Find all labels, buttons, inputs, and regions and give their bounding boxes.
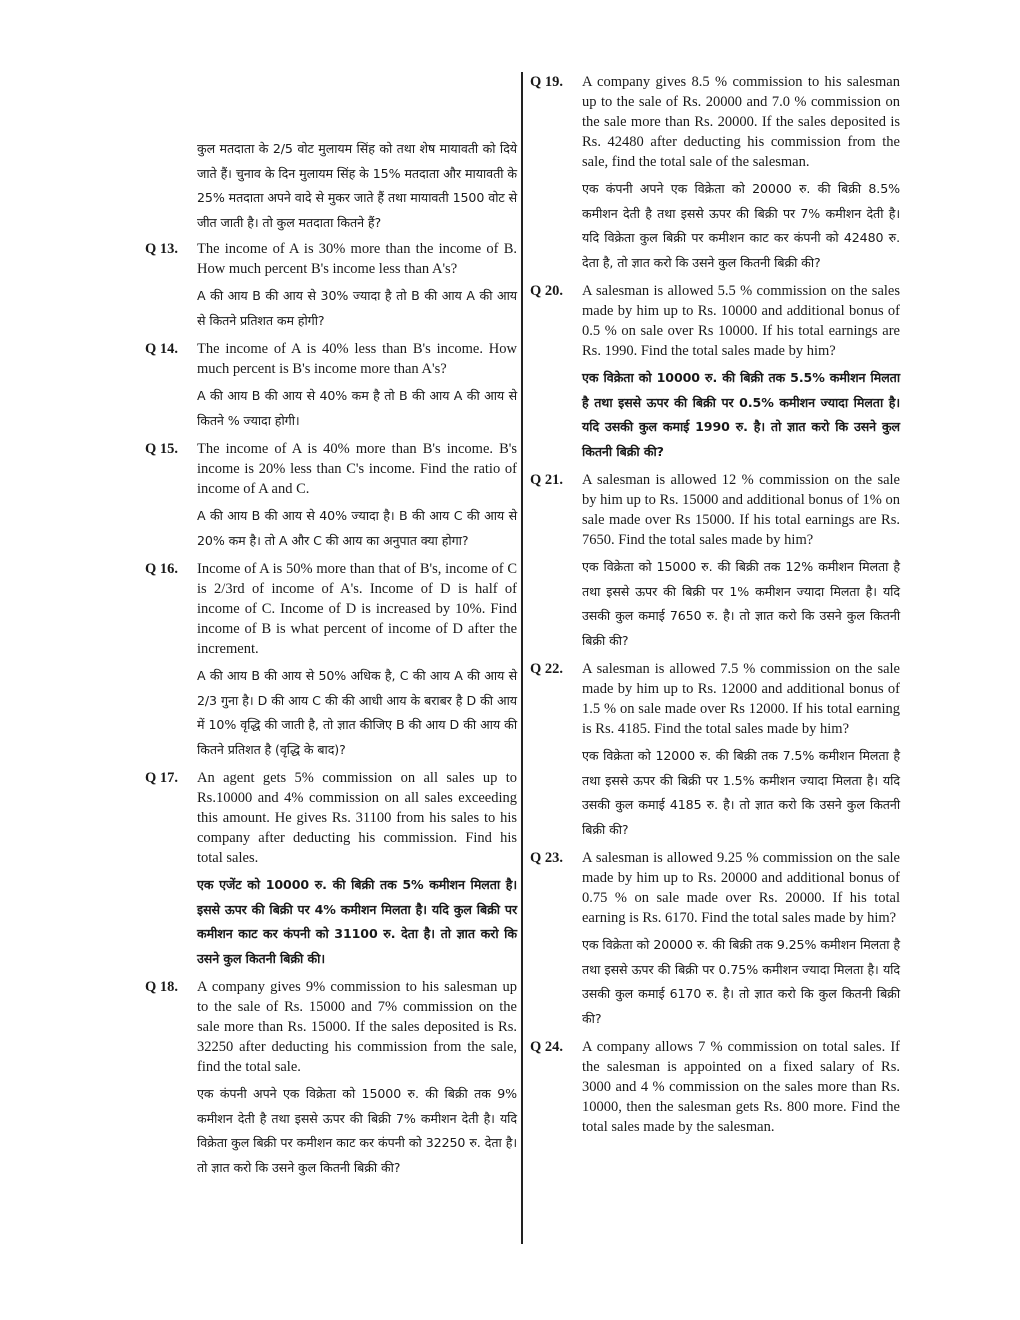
question-number: Q 17. <box>145 770 179 786</box>
question-text-hindi: A की आय B की आय से 40% ज्यादा है। B की आय C की आय से 20% कम है। तो A और C की आय का अनुपात क्या होगा? <box>197 508 517 548</box>
question-text-english: A company gives 8.5 % commission to his salesman up to the sale of Rs. 20000 and 7.0 % commission on the sale more than Rs. 20000. If the sales deposited is Rs. 42480 after deducting his commission from the sale, find the total sale of the salesman. <box>582 74 900 170</box>
question-text-hindi: A की आय B की आय से 30% ज्यादा है तो B की आय A की आय से कितने प्रतिशत कम होगी? <box>197 288 517 328</box>
question-text-hindi: एक विक्रेता को 20000 रु. की बिक्री तक 9.25% कमीशन मिलता है तथा इससे ऊपर की बिक्री पर 0.75% कमीशन ज्यादा मिलता है। यदि उसकी कुल कमाई 6170 रु. है। तो ज्ञात करो कि कुल कितनी बिक्री की? <box>582 937 900 1026</box>
question-text-english: A salesman is allowed 5.5 % commission on the sales made by him up to Rs. 10000 and additional bonus of 0.5 % on sale over Rs 10000. If his total earnings are Rs. 1990. Find the total sales made by him? <box>582 283 900 359</box>
question-text-hindi: एक कंपनी अपने एक विक्रेता को 20000 रु. की बिक्री 8.5% कमीशन देती है तथा इससे ऊपर की बिक्री पर 7% कमीशन देती है। यदि विक्रेता कुल बिक्री पर कमीशन काट कर कंपनी को 42480 रु. देता है, तो ज्ञात करो कि उसने कुल कितनी बिक्री की? <box>582 181 900 270</box>
question-text-english: Income of A is 50% more than that of B's, income of C is 2/3rd of income of A's. Income of D is half of income of C. Income of D is increased by 10%. Find income of B is what percent of income of D after the increment. <box>197 561 517 657</box>
question-number: Q 13. <box>145 241 179 257</box>
question-number: Q 19. <box>530 74 564 90</box>
question-20 <box>530 281 900 464</box>
question-text-hindi: A की आय B की आय से 50% अधिक है, C की आय A की आय से 2/3 गुना है। D की आय C की की आधी आय के बराबर है D की आय में 10% वृद्धि की जाती है, तो ज्ञात कीजिए B की आय D की आय की कितने प्रतिशत है (वृद्धि के बाद)? <box>197 668 517 757</box>
question-23 <box>530 848 900 1031</box>
question-text-english: A company gives 9% commission to his salesman up to the sale of Rs. 15000 and 7% commission on the sale more than Rs. 15000. If the sales deposited is Rs. 32250 after deducting his commission from the sale, find the total sale. <box>197 979 517 1075</box>
question-text-hindi: कुल मतदाता के 2/5 वोट मुलायम सिंह को तथा शेष मायावती को दिये जाते हैं। चुनाव के दिन मुलायम सिंह के 15% मतदाता और मायावती के 25% मतदाता अपने वादे से मुकर जाते हैं तथा मायावती 1500 वोट से जीत जाती है। तो कुल मतदाता कितने हैं? <box>197 141 517 230</box>
question-text-english: A company allows 7 % commission on total sales. If the salesman is appointed on a fixed salary of Rs. 3000 and 4 % commission on the sales more than Rs. 10000, then the salesman gets Rs. 800 more. Find the total sales made by the salesman. <box>582 1039 900 1135</box>
question-number: Q 20. <box>530 283 564 299</box>
question-text-english: The income of A is 40% more than B's income. B's income is 20% less than C's income. Find the ratio of income of A and C. <box>197 441 517 497</box>
q12-continuation <box>145 137 517 235</box>
question-19 <box>530 72 900 275</box>
question-text-hindi: A की आय B की आय से 40% कम है तो B की आय A की आय से कितने % ज्यादा होगी। <box>197 388 517 428</box>
question-text-english: The income of A is 40% less than B's income. How much percent is B's income more than A's? <box>197 341 517 377</box>
question-number: Q 21. <box>530 472 564 488</box>
question-15 <box>145 439 517 553</box>
question-number: Q 23. <box>530 850 564 866</box>
question-text-hindi: एक विक्रेता को 12000 रु. की बिक्री तक 7.5% कमीशन मिलता है तथा इससे ऊपर की बिक्री पर 1.5% कमीशन ज्यादा मिलता है। यदि उसकी कुल कमाई 4185 रु. है। तो ज्ञात करो कि उसने कुल कितनी बिक्री की? <box>582 748 900 837</box>
question-text-hindi: एक कंपनी अपने एक विक्रेता को 15000 रु. की बिक्री तक 9% कमीशन देती है तथा इससे ऊपर की बिक्री 7% कमीशन देती है। यदि विक्रेता कुल बिक्री पर कमीशन काट कर कंपनी को 32250 रु. देता है। तो ज्ञात करो कि उसने कुल कितनी बिक्री की? <box>197 1086 517 1175</box>
question-18 <box>145 977 517 1180</box>
question-17 <box>145 768 517 971</box>
question-text-english: A salesman is allowed 12 % commission on the sale by him up to Rs. 15000 and additional bonus of 1% on sale made over Rs 15000. If his total earnings are Rs. 7650. Find the total sales made by him? <box>582 472 900 548</box>
question-text-english: The income of A is 30% more than the income of B. How much percent B's income less than A's? <box>197 241 517 277</box>
question-21 <box>530 470 900 653</box>
question-number: Q 24. <box>530 1039 564 1055</box>
question-text-english: An agent gets 5% commission on all sales up to Rs.10000 and 4% commission on all sales exceeding this amount. He gives Rs. 31100 from his sales to his company after deducting his commission. Find his total sales. <box>197 770 517 866</box>
question-16 <box>145 559 517 762</box>
question-13 <box>145 239 517 333</box>
question-number: Q 16. <box>145 561 179 577</box>
question-number: Q 15. <box>145 441 179 457</box>
question-text-hindi: एक विक्रेता को 10000 रु. की बिक्री तक 5.5% कमीशन मिलता है तथा इससे ऊपर की बिक्री पर 0.5% कमीशन ज्यादा मिलता है। यदि उसकी कुल कमाई 1990 रु. है। तो ज्ञात करो कि उसने कुल कितनी बिक्री की? <box>582 370 900 459</box>
left-column <box>145 72 517 1180</box>
column-divider <box>521 72 523 1244</box>
question-text-hindi: एक विक्रेता को 15000 रु. की बिक्री तक 12% कमीशन मिलता है तथा इससे ऊपर की बिक्री पर 1% कमीशन ज्यादा मिलता है। यदि उसकी कुल कमाई 7650 रु. है। तो ज्ञात करो कि उसने कुल कितनी बिक्री की? <box>582 559 900 648</box>
question-text-english: A salesman is allowed 9.25 % commission on the sale made by him up to Rs. 20000 and additional bonus of 0.75 % on sale made over Rs. 20000. If his total earning is Rs. 6170. Find the total sales made by him? <box>582 850 900 926</box>
question-24 <box>530 1037 900 1137</box>
question-text-hindi: एक एजेंट को 10000 रु. की बिक्री तक 5% कमीशन मिलता है। इससे ऊपर की बिक्री पर 4% कमीशन मिलता है। यदि कुल बिक्री पर कमीशन काट कर कंपनी को 31100 रु. देता है। तो ज्ञात करो कि उसने कुल कितनी बिक्री की। <box>197 877 517 966</box>
question-14 <box>145 339 517 433</box>
question-number: Q 22. <box>530 661 564 677</box>
question-number: Q 18. <box>145 979 179 995</box>
question-number: Q 14. <box>145 341 179 357</box>
question-22 <box>530 659 900 842</box>
right-column <box>530 72 900 1137</box>
question-text-english: A salesman is allowed 7.5 % commission on the sale made by him up to Rs. 12000 and additional bonus of 1.5 % on sale made over Rs 12000. If his total earning is Rs. 4185. Find the total sales made by him? <box>582 661 900 737</box>
